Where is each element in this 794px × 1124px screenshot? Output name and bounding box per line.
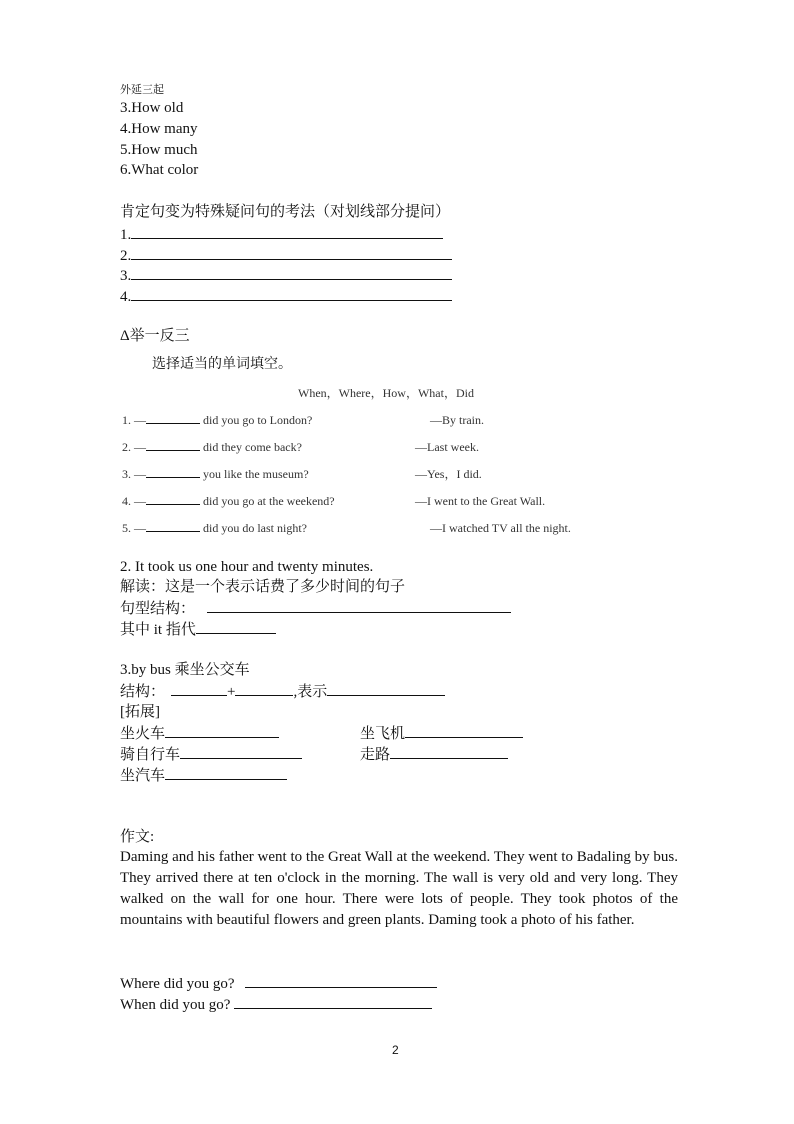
expand-blank[interactable]	[165, 765, 287, 780]
section1-line-1: 1.	[120, 224, 443, 245]
sentence-explanation: 解读：这是一个表示话费了多少时间的句子	[120, 579, 406, 595]
exercise-blank[interactable]	[146, 493, 200, 505]
meaning-blank[interactable]	[327, 681, 445, 696]
it-refers-blank[interactable]	[196, 619, 276, 634]
exercise-item-4: 4. — did you go at the weekend?	[122, 494, 335, 508]
exercise-answer-1: —By train.	[430, 413, 484, 427]
word-bank: When，Where，How，What，Did	[298, 386, 474, 400]
section1-line-2: 2.	[120, 245, 452, 266]
expand-item-walk: 走路	[360, 744, 508, 765]
answer-blank[interactable]	[131, 286, 452, 301]
when-answer-blank[interactable]	[234, 994, 432, 1009]
question-word-2: 4.How many	[120, 121, 198, 137]
exercise-item-5: 5. — did you do last night?	[122, 521, 307, 535]
exercise-answer-3: —Yes，I did.	[415, 467, 482, 481]
exercise-answer-4: —I went to the Great Wall.	[415, 494, 546, 508]
question-where: Where did you go?	[120, 973, 437, 994]
section2-instruction: 选择适当的单词填空。	[152, 357, 292, 372]
question-word-3: 5.How much	[120, 142, 198, 158]
answer-blank[interactable]	[131, 245, 452, 260]
structure-blank-1[interactable]	[171, 681, 227, 696]
expand-item-car: 坐汽车	[120, 765, 287, 786]
answer-blank[interactable]	[131, 265, 452, 280]
example-sentence: 2. It took us one hour and twenty minutes.	[120, 559, 374, 575]
expand-item-train: 坐火车	[120, 723, 279, 744]
section1-line-4: 4.	[120, 286, 452, 307]
question-word-1: 3.How old	[120, 100, 184, 116]
expand-item-bike: 骑自行车	[120, 744, 302, 765]
composition-text: Daming and his father went to the Great Wall at the weekend. They went to Badaling by bus. They arrived there at ten o'clock in the morning. The wall is very old and very long. They walked on the wall for one hour. There were lots of people. They took photos of the mountains with beautiful flowers and green plants. Daming took a photo of his father.	[120, 849, 678, 928]
expand-blank[interactable]	[390, 744, 508, 759]
page-number: 2	[392, 1043, 399, 1057]
exercise-answer-2: —Last week.	[415, 440, 479, 454]
exercise-item-3: 3. — you like the museum?	[122, 467, 309, 481]
question-when: When did you go?	[120, 994, 432, 1015]
exercise-item-1: 1. — did you go to London?	[122, 413, 313, 427]
it-refers-line: 其中 it 指代	[120, 619, 276, 640]
section2-title: Δ举一反三	[120, 328, 190, 344]
exercise-item-2: 2. — did they come back?	[122, 440, 302, 454]
exercise-blank[interactable]	[146, 439, 200, 451]
expand-blank[interactable]	[180, 744, 302, 759]
composition-title: 作文:	[120, 829, 155, 845]
exercise-blank[interactable]	[146, 520, 200, 532]
section1-title: 肯定句变为特殊疑问句的考法（对划线部分提问）	[120, 204, 451, 220]
question-word-4: 6.What color	[120, 162, 199, 178]
expand-label: [拓展]	[120, 704, 160, 720]
by-bus-title: 3.by bus 乘坐公交车	[120, 662, 250, 678]
exercise-blank[interactable]	[146, 412, 200, 424]
exercise-blank[interactable]	[146, 466, 200, 478]
expand-item-plane: 坐飞机	[360, 723, 523, 744]
section1-line-3: 3.	[120, 265, 452, 286]
where-answer-blank[interactable]	[245, 973, 437, 988]
answer-blank[interactable]	[131, 224, 443, 239]
structure-blank-2[interactable]	[235, 681, 293, 696]
structure-line: 句型结构：	[120, 598, 511, 619]
structure-blank[interactable]	[207, 598, 511, 613]
expand-blank[interactable]	[165, 723, 279, 738]
expand-blank[interactable]	[405, 723, 523, 738]
by-bus-structure: 结构： + ,表示	[120, 681, 445, 702]
exercise-answer-5: —I watched TV all the night.	[430, 521, 571, 535]
header-note: 外延三起	[120, 84, 164, 96]
